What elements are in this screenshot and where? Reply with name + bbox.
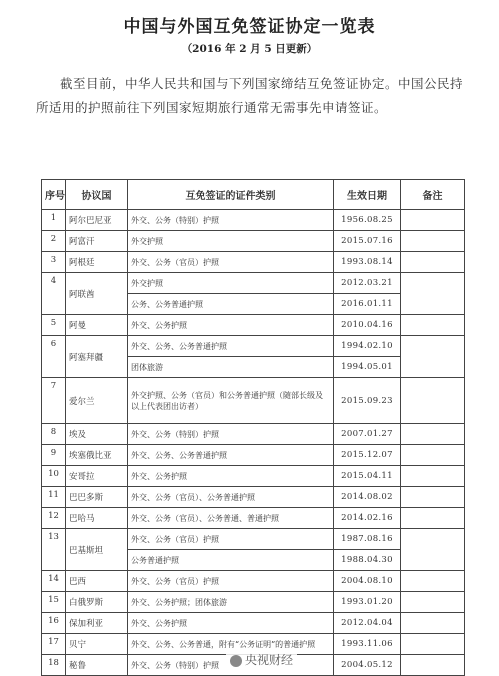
row-number: 10 — [42, 466, 66, 487]
header-effective-date: 生效日期 — [334, 180, 401, 210]
remarks — [401, 655, 465, 676]
effective-date: 1993.01.20 — [334, 592, 401, 613]
remarks — [401, 210, 465, 231]
effective-date: 2015.09.23 — [334, 378, 401, 424]
document-type: 外交护照、公务（官员）和公务普通护照（随部长级及以上代表团出访者） — [128, 378, 334, 424]
country-name: 巴哈马 — [66, 508, 128, 529]
effective-date: 1994.02.10 — [334, 336, 401, 357]
row-number: 18 — [42, 655, 66, 676]
document-type: 外交、公务（官员）护照 — [128, 529, 334, 550]
document-type: 外交护照 — [128, 273, 334, 294]
effective-date: 1993.11.06 — [334, 634, 401, 655]
effective-date: 2004.05.12 — [334, 655, 401, 676]
table-row — [42, 613, 465, 634]
document-type: 外交、公务（特别）护照 — [128, 655, 334, 676]
remarks — [401, 487, 465, 508]
row-number: 13 — [42, 529, 66, 571]
document-type: 外交、公务（官员）护照 — [128, 252, 334, 273]
remarks — [401, 315, 465, 336]
country-name: 埃及 — [66, 424, 128, 445]
effective-date: 2015.04.11 — [334, 466, 401, 487]
country-name: 阿尔巴尼亚 — [66, 210, 128, 231]
row-number: 4 — [42, 273, 66, 315]
document-type: 外交、公务（特别）护照 — [128, 424, 334, 445]
row-number: 15 — [42, 592, 66, 613]
country-name: 巴基斯坦 — [66, 529, 128, 571]
effective-date: 1988.04.30 — [334, 550, 401, 571]
table-row — [42, 424, 465, 445]
row-number: 2 — [42, 231, 66, 252]
page-title: 中国与外国互免签证协定一览表 — [123, 17, 376, 37]
table-row — [42, 571, 465, 592]
country-name: 白俄罗斯 — [66, 592, 128, 613]
row-number: 17 — [42, 634, 66, 655]
country-name: 阿富汗 — [66, 231, 128, 252]
document-type: 外交、公务护照 — [128, 315, 334, 336]
update-date: （2016 年 2 月 5 日更新） — [181, 43, 318, 55]
remarks — [401, 336, 465, 378]
table-row — [42, 592, 465, 613]
table-body — [42, 210, 465, 676]
row-number: 8 — [42, 424, 66, 445]
remarks — [401, 445, 465, 466]
effective-date: 2010.04.16 — [334, 315, 401, 336]
remarks — [401, 508, 465, 529]
document-type: 外交、公务（官员）、公务普通、普通护照 — [128, 508, 334, 529]
table-row — [42, 487, 465, 508]
document-type: 外交、公务、公务普通护照 — [128, 445, 334, 466]
remarks — [401, 466, 465, 487]
country-name: 爱尔兰 — [66, 378, 128, 424]
table-row — [42, 378, 465, 424]
remarks — [401, 231, 465, 252]
remarks — [401, 613, 465, 634]
document-type: 外交、公务、公务普通，附有“公务证明”的普通护照 — [128, 634, 334, 655]
row-number: 9 — [42, 445, 66, 466]
effective-date: 2004.08.10 — [334, 571, 401, 592]
effective-date: 2015.07.16 — [334, 231, 401, 252]
effective-date: 1994.05.01 — [334, 357, 401, 378]
effective-date: 2015.12.07 — [334, 445, 401, 466]
row-number: 12 — [42, 508, 66, 529]
row-number: 7 — [42, 378, 66, 424]
intro-paragraph: 截至目前，中华人民共和国与下列国家缔结互免签证协定。中国公民持所适用的护照前往下列国家短期旅行通常无需事先申请签证。 — [36, 76, 464, 115]
country-name: 安哥拉 — [66, 466, 128, 487]
table-row — [42, 466, 465, 487]
remarks — [401, 378, 465, 424]
row-number: 14 — [42, 571, 66, 592]
visa-agreement-table — [41, 179, 465, 676]
country-name: 阿塞拜疆 — [66, 336, 128, 378]
remarks — [401, 273, 465, 315]
document-type: 外交、公务护照 — [128, 613, 334, 634]
row-number: 6 — [42, 336, 66, 378]
country-name: 阿曼 — [66, 315, 128, 336]
row-number: 3 — [42, 252, 66, 273]
remarks — [401, 592, 465, 613]
table-row — [42, 273, 465, 294]
table-row — [42, 315, 465, 336]
document-type: 团体旅游 — [128, 357, 334, 378]
country-name: 阿联酋 — [66, 273, 128, 315]
country-name: 巴巴多斯 — [66, 487, 128, 508]
watermark — [226, 651, 297, 668]
table-row — [42, 210, 465, 231]
row-number: 5 — [42, 315, 66, 336]
remarks — [401, 529, 465, 571]
document-type: 外交、公务（官员）护照 — [128, 571, 334, 592]
remarks — [401, 424, 465, 445]
country-name: 保加利亚 — [66, 613, 128, 634]
effective-date: 2012.04.04 — [334, 613, 401, 634]
header-doc-type: 互免签证的证件类别 — [128, 180, 334, 210]
document-type: 公务、公务普通护照 — [128, 294, 334, 315]
document-type: 外交、公务、公务普通护照 — [128, 336, 334, 357]
effective-date: 2014.02.16 — [334, 508, 401, 529]
effective-date: 2016.01.11 — [334, 294, 401, 315]
table-row — [42, 231, 465, 252]
remarks — [401, 252, 465, 273]
effective-date: 2007.01.27 — [334, 424, 401, 445]
document-type: 外交、公务护照；团体旅游 — [128, 592, 334, 613]
effective-date: 1987.08.16 — [334, 529, 401, 550]
table-row — [42, 252, 465, 273]
document-type: 外交、公务（特别）护照 — [128, 210, 334, 231]
header-remarks: 备注 — [401, 180, 465, 210]
document-type: 外交、公务护照 — [128, 466, 334, 487]
effective-date: 2012.03.21 — [334, 273, 401, 294]
document-type: 外交、公务（官员）、公务普通护照 — [128, 487, 334, 508]
header-country: 协议国 — [66, 180, 128, 210]
table-row — [42, 529, 465, 550]
row-number: 11 — [42, 487, 66, 508]
row-number: 1 — [42, 210, 66, 231]
header-num: 序号 — [42, 180, 66, 210]
country-name: 秘鲁 — [66, 655, 128, 676]
table-row — [42, 336, 465, 357]
table-header-row — [42, 180, 465, 210]
weibo-icon — [230, 655, 242, 667]
country-name: 巴西 — [66, 571, 128, 592]
document-type: 外交护照 — [128, 231, 334, 252]
country-name: 贝宁 — [66, 634, 128, 655]
effective-date: 1993.08.14 — [334, 252, 401, 273]
remarks — [401, 571, 465, 592]
watermark-text: 央视财经 — [245, 653, 294, 667]
document-type: 公务普通护照 — [128, 550, 334, 571]
remarks — [401, 634, 465, 655]
effective-date: 2014.08.02 — [334, 487, 401, 508]
row-number: 16 — [42, 613, 66, 634]
table-row — [42, 508, 465, 529]
table-row — [42, 445, 465, 466]
country-name: 埃塞俄比亚 — [66, 445, 128, 466]
effective-date: 1956.08.25 — [334, 210, 401, 231]
country-name: 阿根廷 — [66, 252, 128, 273]
